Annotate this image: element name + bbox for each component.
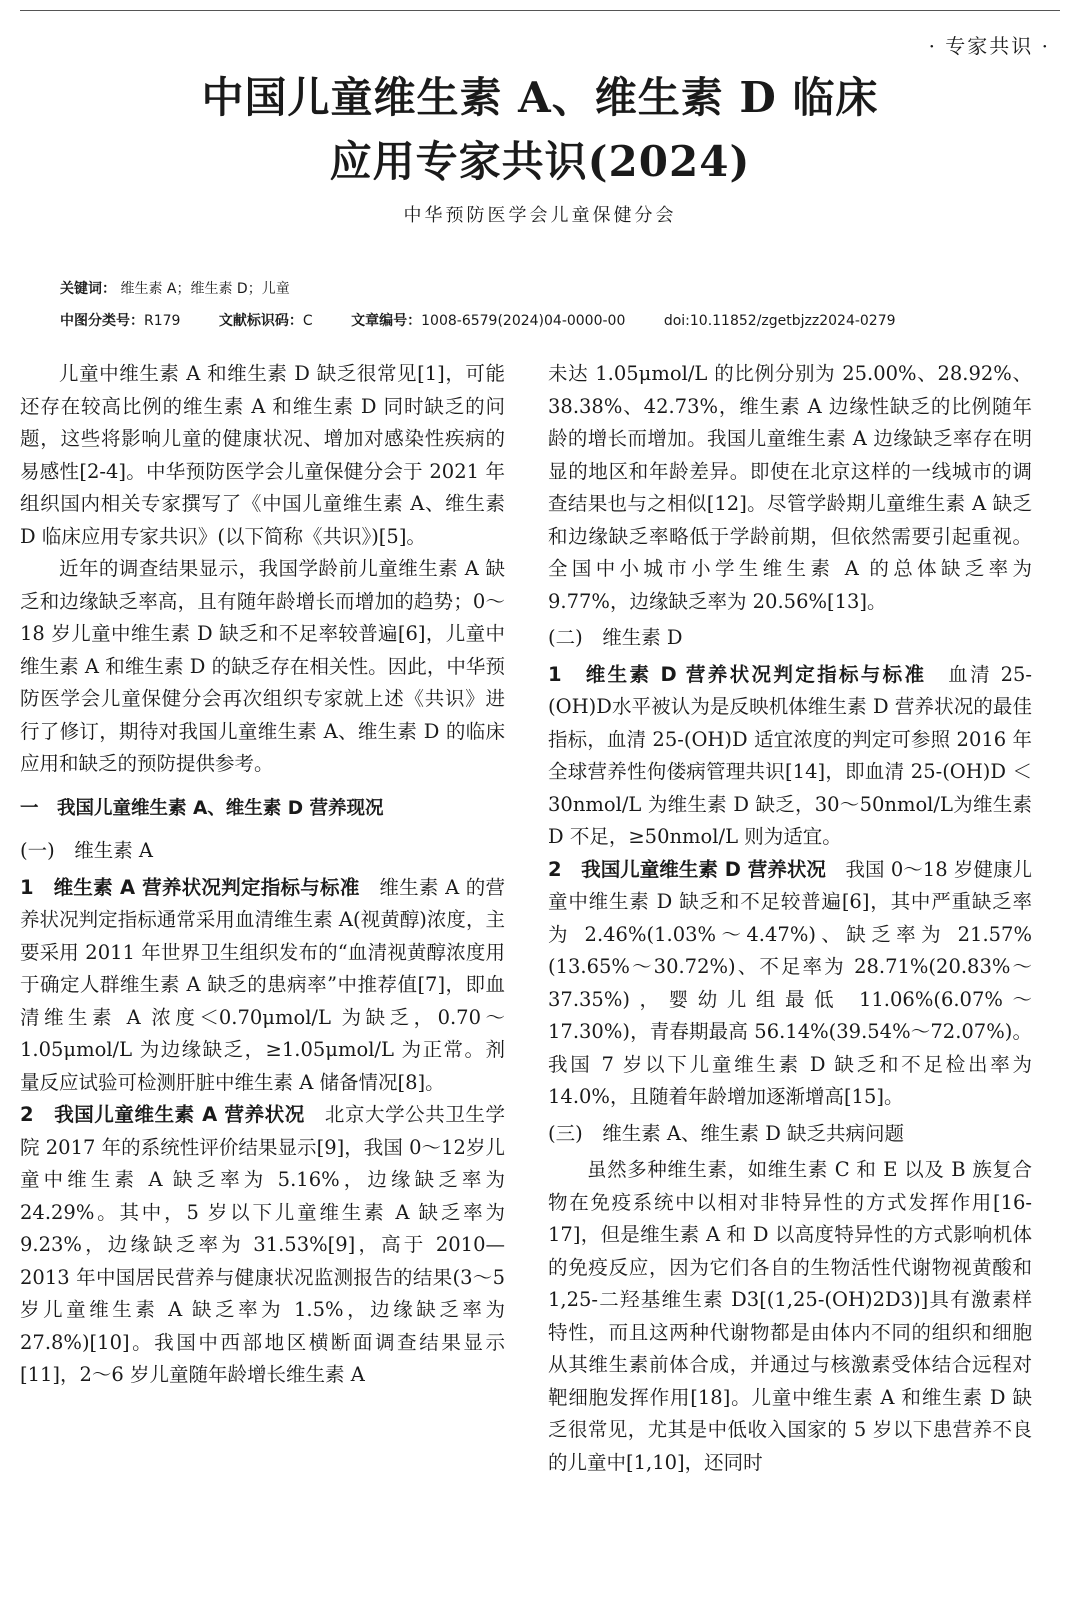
- paragraph: 近年的调查结果显示，我国学龄前儿童维生素 A 缺乏和边缘缺乏率高，且有随年龄增长而增加的趋势；0～18 岁儿童中维生素 D 缺乏和不足率较普遍[6]，儿童中维生素 A 和维生素 D 的缺乏存在相关性。因此，中华预防医学会儿童保健分会再次组织专家就上述《共识》进行了修订，期待对我国儿童维生素 A、维生素 D 的临床应用和缺乏的预防提供参考。: [20, 557, 505, 775]
- keywords-value: 维生素 A；维生素 D；儿童: [120, 281, 290, 297]
- clc-label: 中图分类号：: [60, 313, 144, 329]
- paragraph: [548, 659, 1032, 854]
- keywords-label: 关键词：: [60, 281, 116, 297]
- section-tag: · 专家共识 ·: [928, 34, 1050, 58]
- article-no-label: 文章编号：: [351, 313, 422, 329]
- subsection-heading: (三) 维生素 A、维生素 D 缺乏共病问题: [548, 1121, 905, 1145]
- article-no-value: 1008-6579(2024)04-0000-00: [421, 313, 626, 329]
- doccode-value: C: [302, 313, 313, 329]
- item-title: 1 维生素 A 营养状况判定指标与标准: [20, 875, 360, 899]
- title-line-1: 中国儿童维生素 A、维生素 D 临床: [201, 73, 879, 122]
- paragraph: [20, 872, 505, 1100]
- article-title: [0, 66, 1080, 194]
- doi: doi:10.11852/zgetbjzz2024-0279: [663, 313, 896, 329]
- author: 中华预防医学会儿童保健分会: [403, 205, 677, 226]
- left-column: [20, 358, 505, 1392]
- classification-line: [60, 310, 1040, 330]
- subsection-heading: (一) 维生素 A: [20, 839, 153, 862]
- right-column: [548, 358, 1032, 1479]
- item-body: 血清 25-(OH)D水平被认为是反映机体维生素 D 营养状况的最佳指标，血清 25-(OH)D 适宜浓度的判定可参照 2016 年全球营养性佝偻病管理共识[14]，即血清 25-(OH)D ＜30nmol/L 为维生素 D 缺乏，30～50nmol/L为维生素 D 不足，≥50nmol/L 则为适宜。: [548, 662, 1032, 848]
- item-body: 我国 0～18 岁健康儿童中维生素 D 缺乏和不足较普遍[6]，其中严重缺乏率为 2.46%(1.03%～4.47%)、缺乏率为 21.57%(13.65%～30.72%)、不足率为 28.71%(20.83%～37.35%)，婴幼儿组最低 11.06%(6.07%～17.30%)，青春期最高 56.14%(39.54%～72.07%)。我国 7 岁以下儿童维生素 D 缺乏和不足检出率为 14.0%，且随着年龄增加逐渐增高[15]。: [548, 857, 1032, 1108]
- paragraph: 未达 1.05μmol/L 的比例分别为 25.00%、28.92%、38.38%、42.73%，维生素 A 边缘性缺乏的比例随年龄的增长而增加。我国儿童维生素 A 边缘缺乏率存在明显的地区和年龄差异。即使在北京这样的一线城市的调查结果也与之相似[12]。尽管学龄期儿童维生素 A 缺乏和边缘缺乏率略低于学龄前期，但依然需要引起重视。全国中小城市小学生维生素 A 的总体缺乏率为 9.77%，边缘缺乏率为 20.56%[13]。: [548, 362, 1032, 613]
- keywords: [60, 278, 1040, 298]
- subsection-heading: (二) 维生素 D: [548, 626, 683, 649]
- top-rule: [20, 10, 1060, 11]
- item-title: 2 我国儿童维生素 A 营养状况: [20, 1103, 305, 1126]
- paragraph: 儿童中维生素 A 和维生素 D 缺乏很常见[1]，可能还存在较高比例的维生素 A 和维生素 D 同时缺乏的问题，这些将影响儿童的健康状况、增加对感染性疾病的易感性[2-4]。中华预防医学会儿童保健分会于 2021 年组织国内相关专家撰写了《中国儿童维生素 A、维生素 D 临床应用专家共识》(以下简称《共识》)[5]。: [20, 362, 505, 548]
- item-body: 北京大学公共卫生学院 2017 年的系统性评价结果显示[9]，我国 0～12岁儿童中维生素 A 缺乏率为 5.16%，边缘缺乏率为 24.29%。其中，5 岁以下儿童维生素 A 缺乏率为 9.23%，边缘缺乏率为 31.53%[9]，高于 2010—2013 年中国居民营养与健康状况监测报告的结果(3～5 岁儿童维生素 A 缺乏率为 1.5%，边缘缺乏率为 27.8%)[10]。我国中西部地区横断面调查结果显示[11]，2～6 岁儿童随年龄增长维生素 A: [20, 1103, 505, 1386]
- paragraph: [20, 1099, 505, 1392]
- doccode-label: 文献标识码：: [218, 313, 303, 329]
- title-line-2: 应用专家共识(2024): [329, 137, 751, 186]
- item-body: 维生素 A 的营养状况判定指标通常采用血清维生素 A(视黄醇)浓度，主要采用 2011 年世界卫生组织发布的“血清视黄醇浓度用于确定人群维生素 A 缺乏的患病率”中推荐值[7]，即血清维生素 A 浓度＜0.70μmol/L 为缺乏，0.70～1.05μmol/L 为边缘缺乏，≥1.05μmol/L 为正常。剂量反应试验可检测肝脏中维生素 A 储备情况[8]。: [20, 875, 505, 1094]
- clc-value: R179: [144, 313, 181, 329]
- item-title: 1 维生素 D 营养状况判定指标与标准: [548, 662, 927, 686]
- paragraph: [548, 854, 1032, 1114]
- section-heading: 一 我国儿童维生素 A、维生素 D 营养现况: [20, 797, 384, 819]
- paragraph: 虽然多种维生素，如维生素 C 和 E 以及 B 族复合物在免疫系统中以相对非特异性的方式发挥作用[16-17]，但是维生素 A 和 D 以高度特异性的方式影响机体的免疫反应，因为它们各自的生物活性代谢物视黄酸和 1,25-二羟基维生素 D3[(1,25-(OH)2D3)]具有激素样特性，而且这两种代谢物都是由体内不同的组织和细胞从其维生素前体合成，并通过与核激素受体结合远程对靶细胞发挥作用[18]。儿童中维生素 A 和维生素 D 缺乏很常见，尤其是中低收入国家的 5 岁以下患营养不良的儿童中[1,10]，还同时: [548, 1158, 1032, 1474]
- item-title: 2 我国儿童维生素 D 营养状况: [548, 857, 826, 881]
